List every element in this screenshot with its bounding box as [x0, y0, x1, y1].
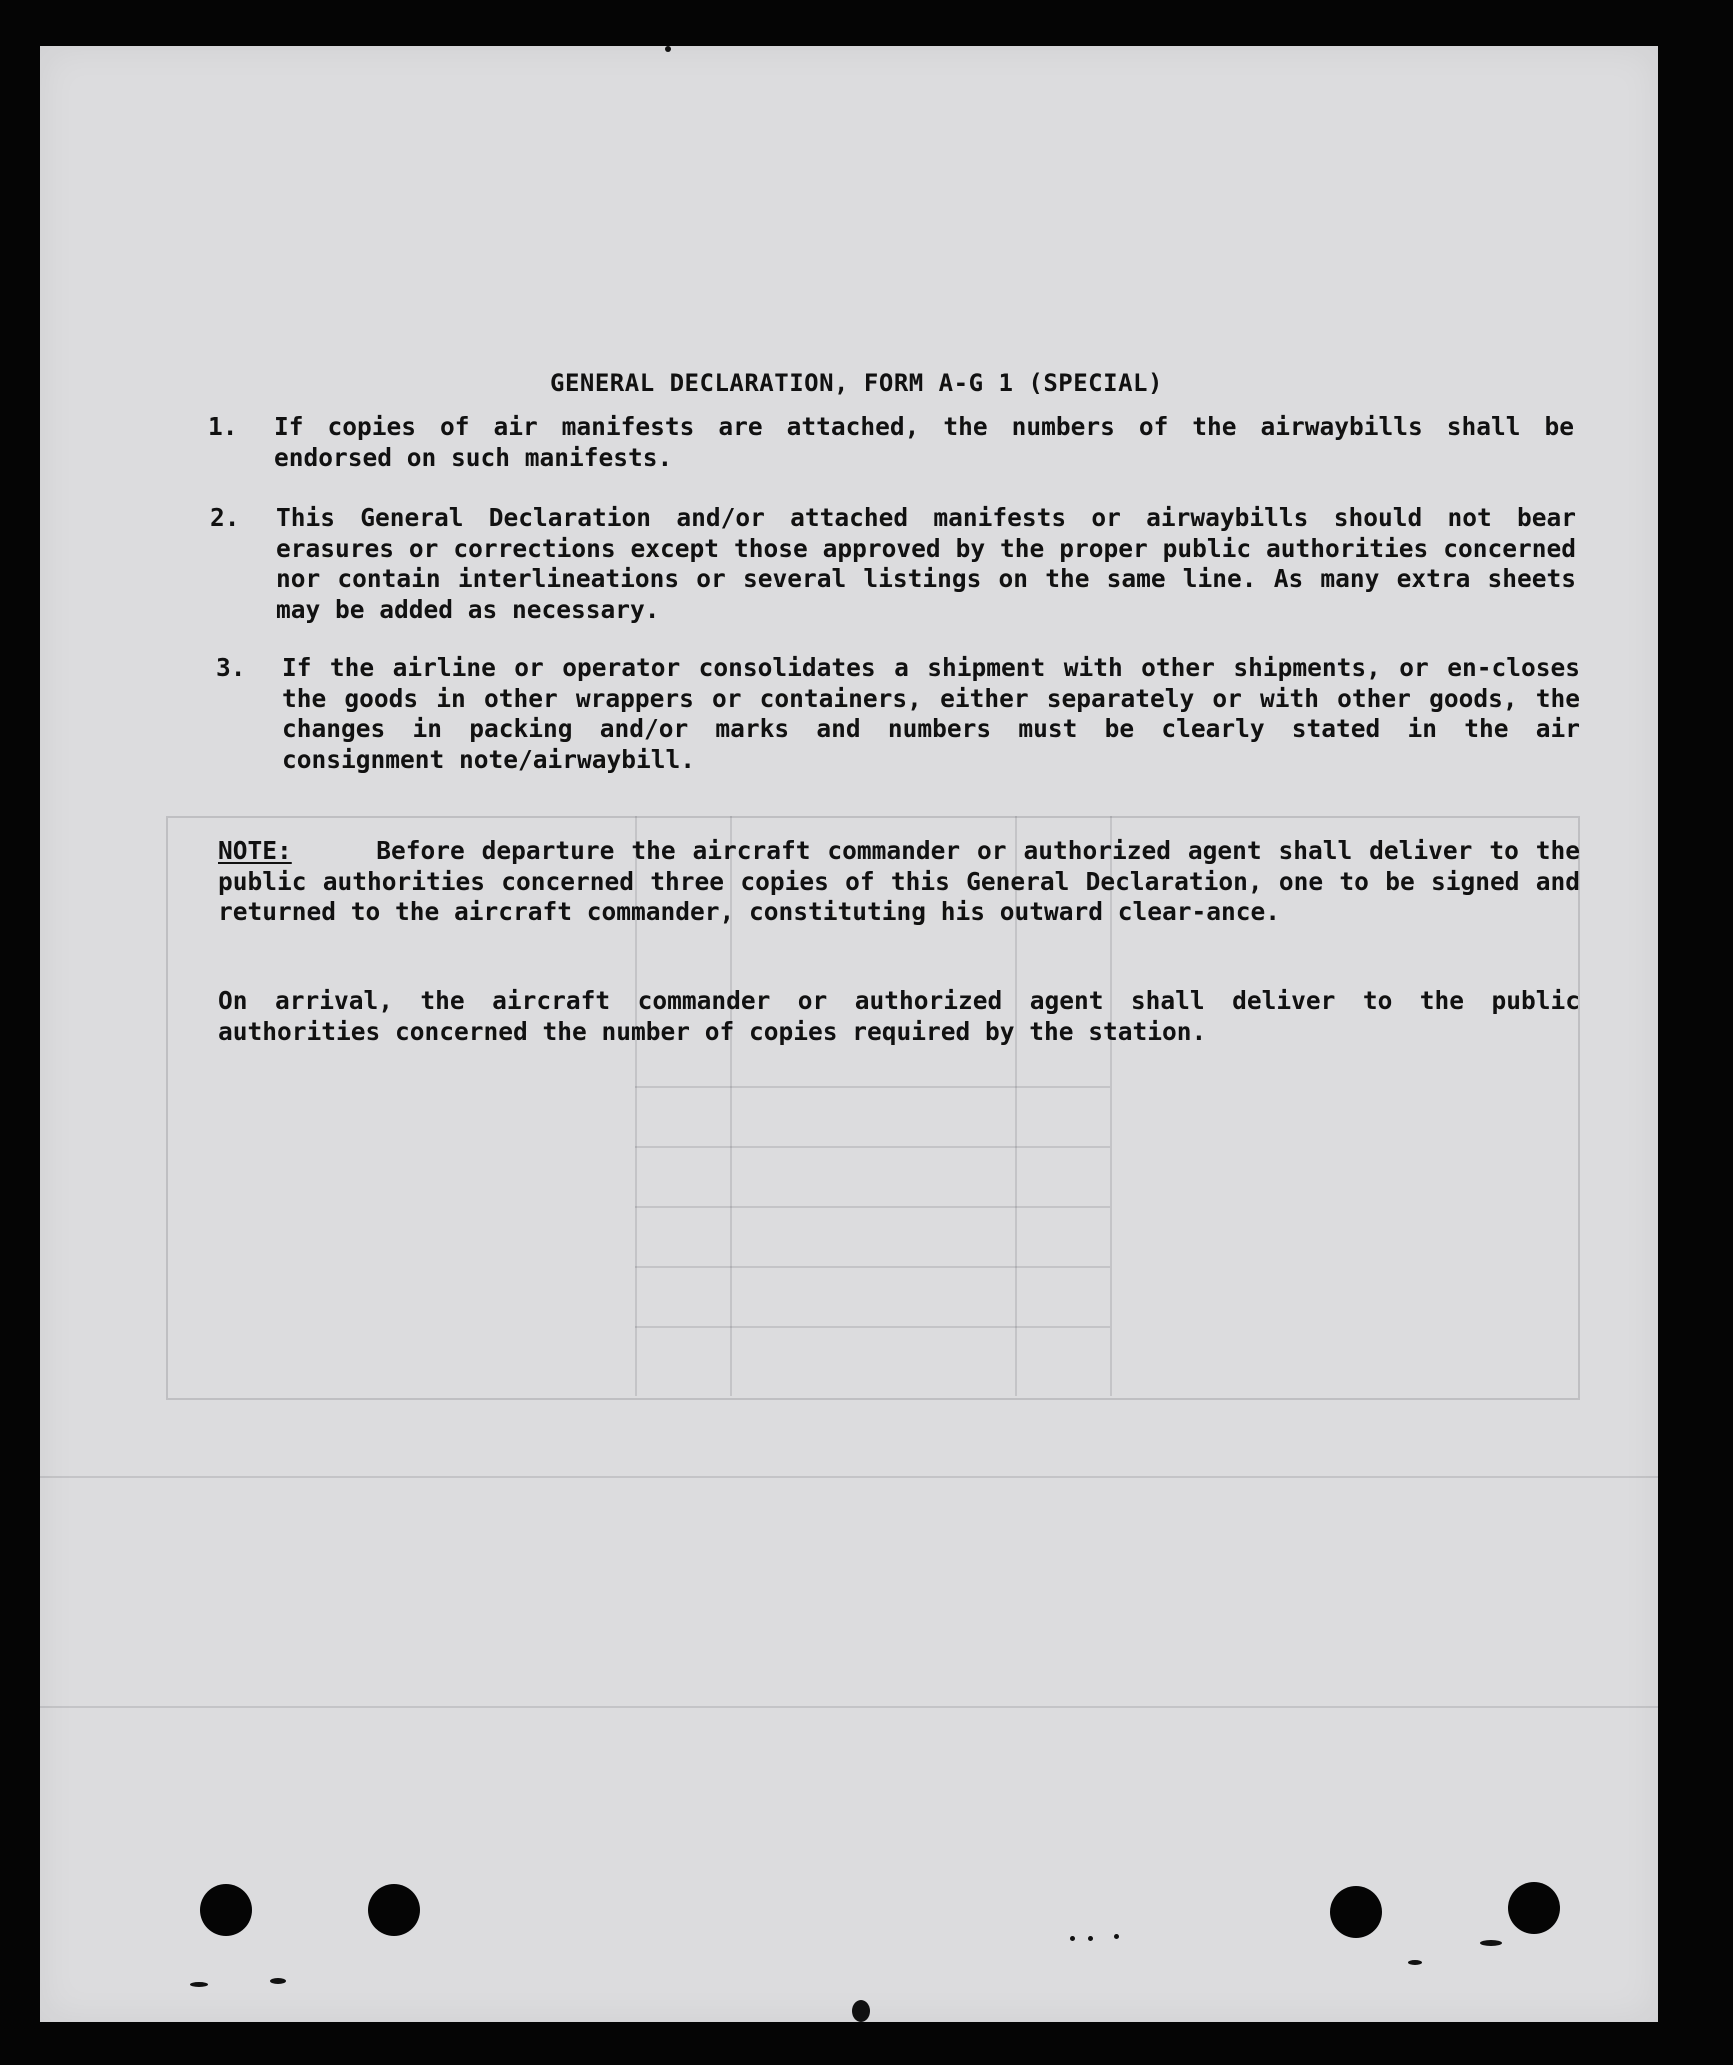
- bleed-through-rule: [40, 1706, 1658, 1708]
- punch-hole: [200, 1884, 252, 1936]
- speck: [1088, 1936, 1093, 1941]
- arrival-paragraph: On arrival, the aircraft commander or authorized agent shall deliver to the public authorities concerned the number of copies required by the station.: [218, 986, 1580, 1046]
- note-label: NOTE:: [218, 836, 292, 865]
- bleed-through-rule: [635, 1326, 1110, 1328]
- speck: [270, 1978, 286, 1984]
- item-text: If the airline or operator consolidates a shipment with other shipments, or en-closes the goods in other wrappers or containers, either separately or with other goods, the changes in packing and/or marks and numbers must be clearly stated in the air consignment note/airwaybill.: [282, 653, 1580, 774]
- bleed-through-rule: [635, 1146, 1110, 1148]
- speck: [665, 46, 671, 52]
- bleed-through-rule: [635, 1086, 1110, 1088]
- item-number: 3.: [216, 653, 246, 682]
- bleed-through-rule: [635, 1206, 1110, 1208]
- punch-hole: [1330, 1886, 1382, 1938]
- item-text: If copies of air manifests are attached, the numbers of the airwaybills shall be endorsed on such manifests.: [274, 412, 1574, 472]
- speck: [190, 1982, 208, 1987]
- item-number: 1.: [208, 412, 238, 441]
- speck: [1480, 1940, 1502, 1946]
- note-paragraph: [218, 836, 1580, 928]
- speck: [1408, 1960, 1422, 1965]
- document-sheet: [40, 46, 1658, 2022]
- speck: [1114, 1934, 1119, 1939]
- punch-hole: [1508, 1882, 1560, 1934]
- speck: [1070, 1936, 1075, 1941]
- item-number: 2.: [210, 503, 240, 532]
- bleed-through-rule: [40, 1476, 1658, 1478]
- document-title: GENERAL DECLARATION, FORM A-G 1 (SPECIAL): [550, 369, 1163, 397]
- speck: [852, 2000, 870, 2022]
- note-text: Before departure the aircraft commander or authorized agent shall deliver to the public authorities concerned three copies of this General Declaration, one to be signed and returned to the aircraft commander, constituting his outward clear-ance.: [218, 836, 1580, 926]
- punch-hole: [368, 1884, 420, 1936]
- bleed-through-rule: [635, 1266, 1110, 1268]
- item-text: This General Declaration and/or attached manifests or airwaybills should not bear erasures or corrections except those approved by the proper public authorities concerned nor contain interlineations or several listings on the same line. As many extra sheets may be added as necessary.: [276, 503, 1576, 624]
